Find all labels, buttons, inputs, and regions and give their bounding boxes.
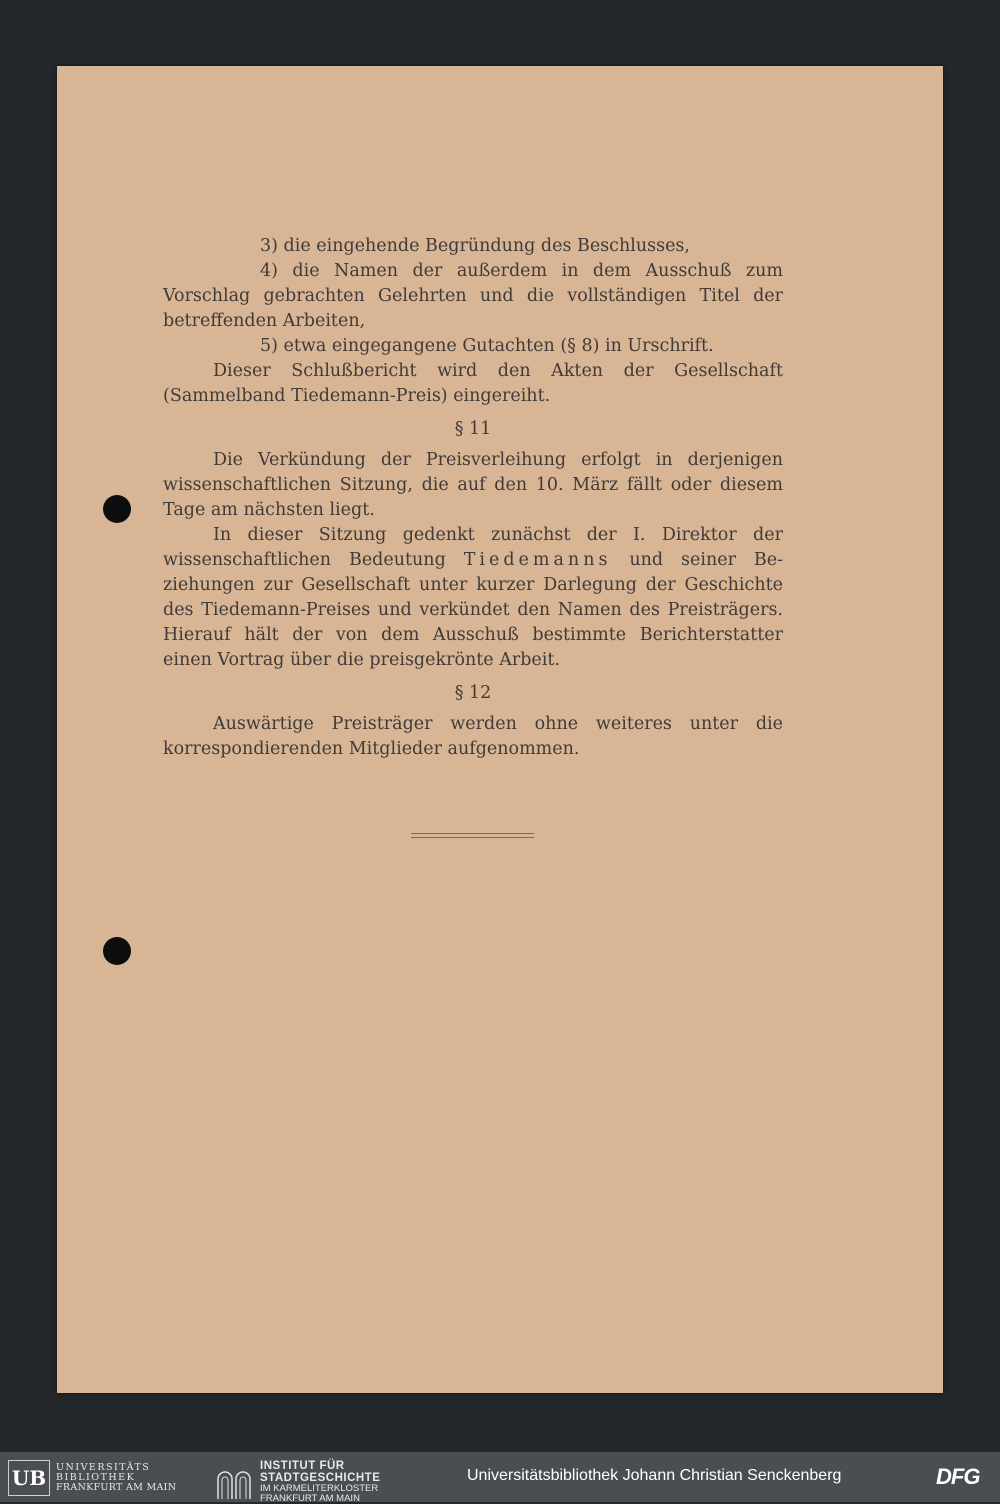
punch-hole [103, 937, 131, 965]
text-line: Vorschlag gebrachten Gelehrten und die vollständigen Titel der [163, 286, 783, 306]
text-line: korrespondierenden Mitglieder aufgenommen. [163, 739, 580, 759]
punch-hole [103, 495, 131, 523]
ub-line: FRANKFURT AM MAIN [56, 1482, 177, 1493]
isg-line: IM KARMELITERKLOSTER [260, 1483, 379, 1494]
text-line: 5) etwa eingegangene Gutachten (§ 8) in Urschrift. [260, 336, 714, 356]
document-text [163, 234, 783, 762]
isg-line: STADTGESCHICHTE [260, 1472, 381, 1484]
ub-logo-text [56, 1463, 176, 1493]
isg-line: FRANKFURT AM MAIN [260, 1493, 360, 1504]
footer-bar [0, 1452, 1000, 1502]
text-line: In dieser Sitzung gedenkt zunächst der I. Direktor der [213, 525, 783, 545]
dfg-logo[interactable]: DFG [936, 1464, 980, 1489]
section-heading-11: § 11 [454, 419, 492, 439]
text-line: 3) die eingehende Begründung des Beschlusses, [260, 236, 690, 256]
text-line: 4) die Namen der außerdem in dem Ausschuß zum [260, 261, 783, 281]
text-line: Auswärtige Preisträger werden ohne weiteres unter die [213, 714, 783, 734]
text-line: (Sammelband Tiedemann-Preis) eingereiht. [163, 386, 551, 406]
ub-emblem-icon: UB [8, 1460, 50, 1496]
text-line: wissenschaftlichen Sitzung, die auf den 10. März fällt oder diesem [163, 475, 783, 495]
ub-line: BIBLIOTHEK [56, 1472, 136, 1483]
closing-rule [411, 833, 534, 838]
text-line-tiedemanns [163, 548, 783, 573]
text-line: Dieser Schlußbericht wird den Akten der Gesellschaft [213, 361, 783, 381]
text-line: Hierauf hält der von dem Ausschuß bestimmte Berichterstatter [163, 625, 783, 645]
cloister-arches-icon [216, 1465, 252, 1499]
name-tiedemanns: Tiedemanns [463, 550, 612, 570]
text-fragment: und seiner Be- [629, 550, 783, 570]
isg-line: INSTITUT FÜR [260, 1460, 345, 1472]
isg-logo[interactable] [216, 1460, 380, 1504]
section-heading-12: § 12 [454, 683, 492, 703]
text-line: einen Vortrag über die preisgekrönte Arbeit. [163, 650, 560, 670]
text-fragment: wissenschaftlichen Bedeutung [163, 550, 446, 570]
text-line: Tage am nächsten liegt. [163, 500, 375, 520]
text-line: des Tiedemann-Preises und verkündet den Namen des Preisträgers. [163, 600, 783, 620]
footer-library-name[interactable]: Universitätsbibliothek Johann Christian Senckenberg [467, 1467, 842, 1484]
text-line: ziehungen zur Gesellschaft unter kurzer Darlegung der Geschichte [163, 575, 783, 595]
ub-line: UNIVERSITÄTS [56, 1462, 151, 1473]
text-line: Die Verkündung der Preisverleihung erfolgt in derjenigen [213, 450, 783, 470]
text-line: betreffenden Arbeiten, [163, 311, 366, 331]
isg-logo-text [260, 1460, 380, 1504]
ub-logo[interactable] [8, 1460, 176, 1496]
